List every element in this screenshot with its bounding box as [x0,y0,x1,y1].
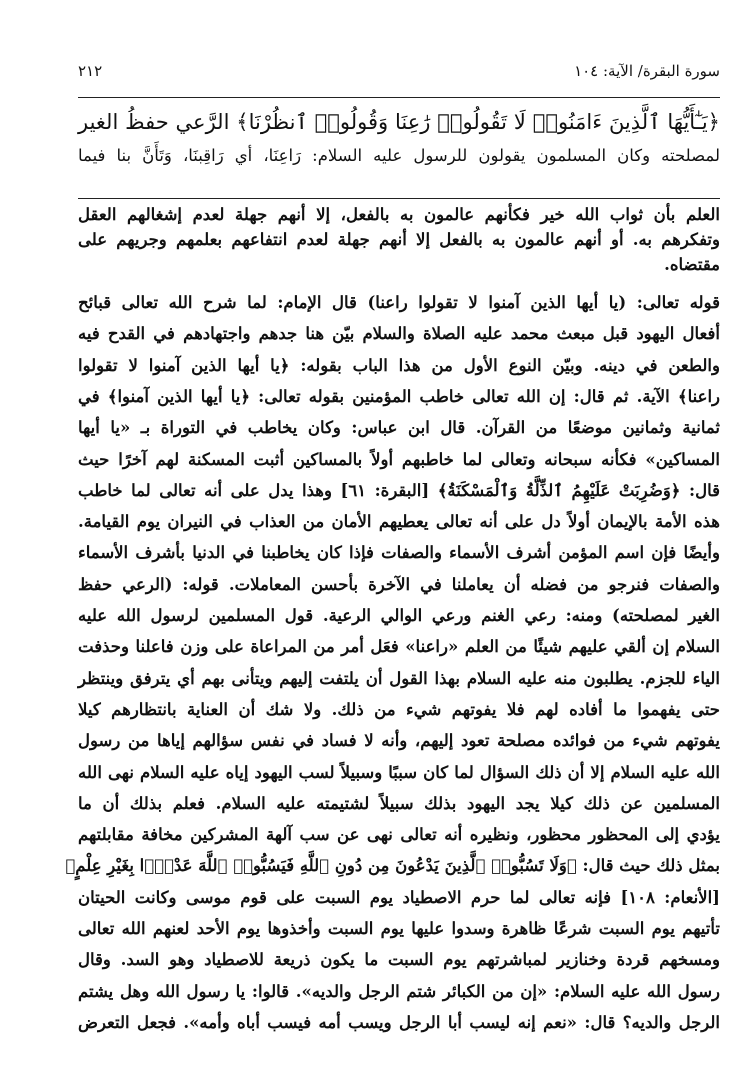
bold-heading: قوله: [182,574,219,594]
quran-verse-line: ﴿يَـٰٓأَيُّهَا ٱلَّذِينَ ءَامَنُوا۟ لَا تَقُولُوا۟ رَٰعِنَا وَقُولُوا۟ ٱنظُرْنَا﴾ الرَّعي حفظُ الغير [78,110,720,134]
line-text: بمثل ذلك حيث قال: ﴿وَلَا تَسُبُّوا۟ ٱلَّذِينَ يَدْعُونَ مِن دُونِ ٱللَّهِ فَيَسُبُّوا۟ ٱللَّهَ عَدْوًۢا بِغَيْرِ عِلْمٍ﴾ [65,856,720,876]
paragraph-line [78,888,720,907]
line-text: الرجل والديه؟ قال: «نعم إنه ليسب أبا الرجل ويسب أمه فيسب أباه وأمه». فجعل التعرض [78,1012,720,1032]
paragraph-line [78,293,720,312]
line-text: (يا أيها الذين آمنوا لا تقولوا راعنا) قال الإمام: لما شرح الله تعالى قبائح [78,293,637,312]
line-text: يؤدي إلى المحظور محظور، ونظيره أنه تعالى نهى عن سب آلهة المشركين مخافة مقابلتهم [78,825,720,845]
footnote-line: مقتضاه. [664,255,720,274]
page-number: ٢١٢ [78,62,103,80]
paragraph-line [78,950,720,969]
footnote-separator [78,198,720,199]
line-text: [الأنعام: ١٠٨] فإنه تعالى لما حرم الاصطياد يوم السبت على قوم موسى وكانت الحيتان [78,887,720,907]
paragraph-line [78,324,720,343]
header-rule [78,97,720,98]
line-text: تأتيهم يوم السبت شرعًا ظاهرة وسدوا عليها يوم السبت وأخذوها يوم الأحد لعنهم الله تعالى [78,919,720,938]
paragraph-line [78,418,720,437]
line-text: المسلمين عن ذلك كيلا يجد اليهود بذلك سبيلاً لشتيمته عليه السلام. فعلم بذلك أن ما [78,793,720,813]
paragraph-line [78,606,720,625]
paragraph-line [65,856,720,876]
page-header [78,60,720,86]
paragraph-line [78,763,720,782]
footnote-line: وتفكرهم به. أو أنهم عالمون به بالفعل إلا أنهم جهلة لعدم انتفاعهم بعلمهم وجريهم على [78,230,720,249]
line-text: الله عليه السلام إلا أن ذلك السؤال لما كان سببًا وسبيلاً لسب اليهود إياه عليه السلام نهى الله [78,762,720,782]
paragraph-line [78,1013,720,1032]
commentary-line: لمصلحته وكان المسلمون يقولون للرسول عليه السلام: رَاعِنَا، أي رَاقِبنَا، وَتَأَنَّ بنا فيما [78,146,720,165]
line-text: وأيضًا فإن اسم المؤمن أشرف الأسماء والصفات فإذا كان يخاطبنا في الدنيا بأشرف الأسماء [78,543,720,563]
line-text: الغير لمصلحته) ومنه: رعي الغنم ورعي الوالي الرعية. قول المسلمين لرسول الله عليه [78,606,720,625]
line-text: هذه الأمة بالإيمان أولاً دل على أنه تعالى يعطيهم الأمان من العذاب في النيران يوم القيامة. [78,512,720,532]
paragraph-line [78,450,720,469]
line-text: يفوتهم شيء من فوائده مصلحة تعود إليهم، وأنه لا فساد في نفس سؤالهم إياها من رسول [78,731,720,751]
surah-verse-title: سورة البقرة/ الآية: ١٠٤ [574,62,720,80]
paragraph-line [78,575,720,594]
paragraph-line [78,387,720,406]
paragraph-line [78,919,720,938]
line-text: الياء للجزم. يطلبون منه عليه السلام بهذا القول أن يلتفت إليهم ويتأنى بهم أي يترفق وينتظر [78,668,720,688]
line-text: حتى يفهموا ما أفاده لهم فلا يفوتهم شيء من ذلك. ولا شك أن العناية بانتظارهم كيلا [78,699,720,719]
line-text: ثمانية وثمانين موضعًا من القرآن. قال ابن عباس: وكان يخاطب في التوراة بـ «يا أيها [78,418,720,438]
paragraph-line [78,543,720,562]
line-text: (الرعي حفظ [78,574,183,594]
footnote-line: العلم بأن ثواب الله خير فكأنهم عالمون به بالفعل، إلا أنهم جهلة لعدم إشغالهم العقل [78,205,720,224]
paragraph-line [78,982,720,1001]
paragraph-line [78,637,720,656]
line-text: والطعن في دينه. وبيّن النوع الأول من هذا الباب بقوله: ﴿يا أيها الذين آمنوا لا تقولوا [78,355,720,375]
bold-heading: قوله تعالى: [636,293,720,312]
paragraph-line [78,356,720,375]
paragraph-line [78,794,720,813]
line-text: راعنا﴾ الآية. ثم قال: إن الله تعالى خاطب المؤمنين بقوله تعالى: ﴿يا أيها الذين آمنوا﴾ في [78,386,720,406]
line-text: المساكين» فكأنه سبحانه وتعالى لما خاطبهم أولاً بالمساكين أثبت المسكنة لهم آخرًا حيث [78,449,720,469]
line-text: ومسخهم قردة وخنازير لمباشرتهم يوم السبت ما يكون ذريعة للاصطياد وهو السد. وقال [78,950,720,970]
paragraph-line [78,481,720,500]
line-text: قال: ﴿وَضُرِبَتْ عَلَيْهِمُ ٱلذِّلَّةُ وَٱلْمَسْكَنَةُ﴾ [البقرة: ٦١] وهذا يدل على أنه تعالى لما خاطب [78,480,721,500]
paragraph-line [78,512,720,531]
line-text: رسول الله عليه السلام: «إن من الكبائر شتم الرجل والديه». قالوا: يا رسول الله وهل يشتم [78,981,720,1001]
line-text: أفعال اليهود قبل مبعث محمد عليه الصلاة والسلام بيّن هنا جدهم واجتهادهم في القدح فيه [78,324,720,344]
paragraph-line [78,825,720,844]
line-text: والصفات فنرجو من فضله أن يعاملنا في الآخرة بأحسن المعاملات. [218,574,720,594]
paragraph-line [78,731,720,750]
paragraph-line [78,669,720,688]
paragraph-line [78,700,720,719]
line-text: السلام إن ألقي عليهم شيئًا من العلم «راعنا» فعَل أمر من المراعاة على وزن فاعلنا وحذفت [78,637,720,657]
